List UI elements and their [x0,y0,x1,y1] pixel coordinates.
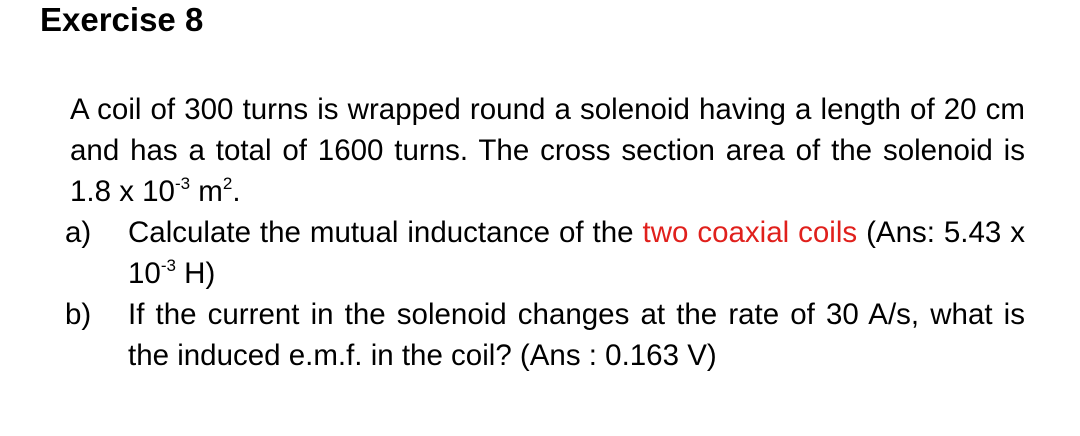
problem-text: A coil of 300 turns is wrapped round a solenoid having a length of 20 cm and has a total of 1600 turns. The cross section area of the solenoid is 1.8 x 10 [70,93,1025,208]
statement-end: . [232,175,241,208]
answer-a-text: (Ans: 5.43 x 10 [128,216,1026,290]
list-marker-b: b) [65,298,92,331]
exercise-heading: Exercise 8 [40,1,204,38]
unit-exponent: 2 [222,174,233,194]
answer-a-exponent: -3 [160,256,176,276]
question-list [65,212,1025,376]
problem-statement [65,89,1025,212]
list-marker-a: a) [65,216,92,249]
question-a [65,212,1025,294]
exercise-body [65,89,1025,376]
answer-a-unit: H) [175,257,216,290]
question-b-text: If the current in the solenoid changes at the rate of 30 A/s, what is the induced e.m.f. in the coil? (Ans : 0.163 V) [128,298,1025,372]
question-a-text: Calculate the mutual inductance of the [128,216,643,249]
exponent: -3 [174,174,191,194]
highlighted-phrase: two coaxial coils [642,216,858,249]
question-b [65,294,1025,376]
unit-text: m [190,175,223,208]
